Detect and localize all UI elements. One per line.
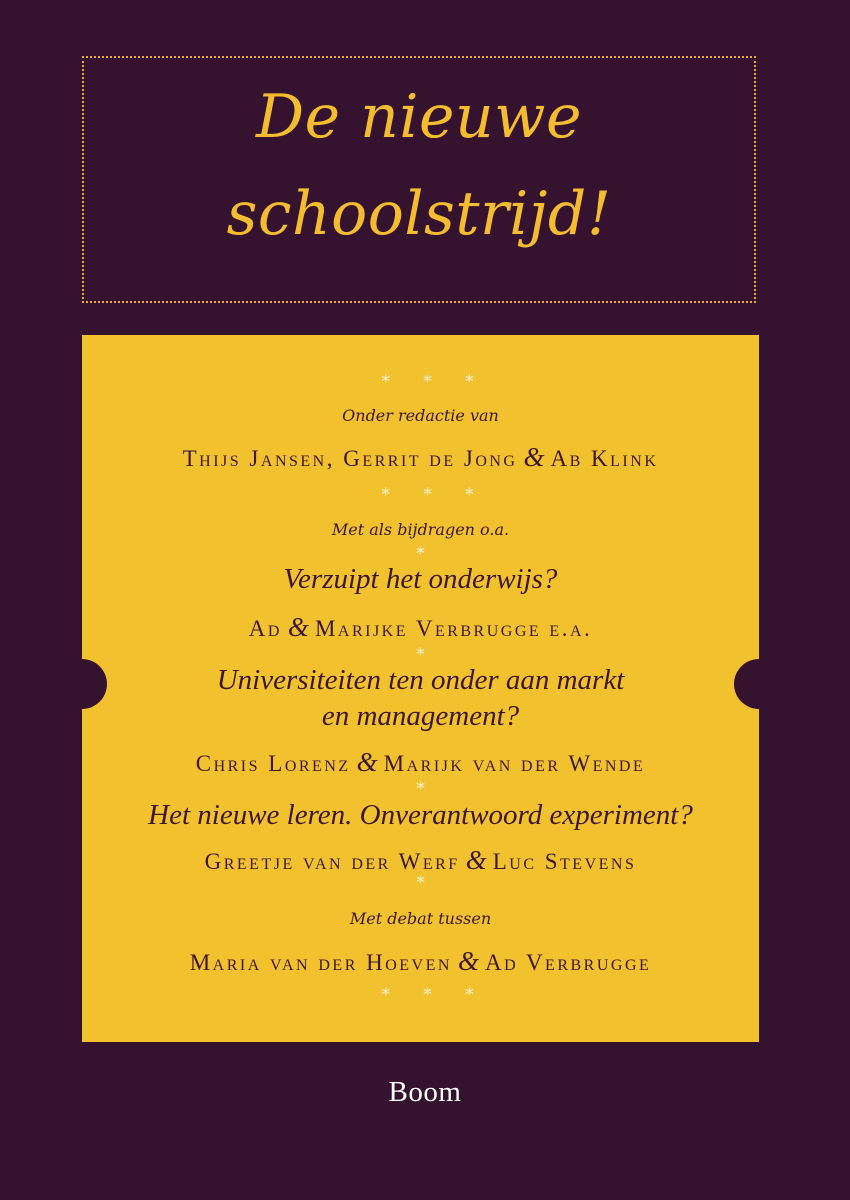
ampersand: & xyxy=(523,442,545,472)
essay-1-author-a: Ad xyxy=(248,616,282,641)
essay-2-title-line-2: en management? xyxy=(321,700,520,732)
essay-2-title-line-1: Universiteiten ten onder aan markt xyxy=(216,664,625,696)
contributions-label: Met als bijdragen o.a. xyxy=(331,520,510,539)
essay-3-author-a: Greetje van der Werf xyxy=(204,849,460,874)
title-line-1: De nieuwe xyxy=(255,82,583,152)
star-divider: * * * xyxy=(381,485,488,505)
essay-2-author-b: Marijk van der Wende xyxy=(383,751,646,776)
star-single: * xyxy=(416,779,425,799)
editors-names-b: Ab Klink xyxy=(550,446,659,471)
editors-names-a: Thijs Jansen, Gerrit de Jong xyxy=(182,446,518,471)
ampersand: & xyxy=(356,747,378,777)
star-divider: * * * xyxy=(381,372,488,392)
star-single: * xyxy=(416,873,425,893)
ampersand: & xyxy=(465,845,487,875)
essay-2-authors xyxy=(82,747,759,778)
star-single: * xyxy=(416,645,425,665)
debate-names xyxy=(82,946,759,977)
essay-1-title: Verzuipt het onderwijs? xyxy=(283,563,558,595)
editors-label: Onder redactie van xyxy=(342,406,499,425)
editors-names xyxy=(82,442,759,473)
title-box xyxy=(82,56,756,303)
essay-1-authors xyxy=(82,612,759,643)
essay-1-author-b: Marijke Verbrugge e.a. xyxy=(314,616,593,641)
debate-names-b: Ad Verbrugge xyxy=(484,950,652,975)
debate-names-a: Maria van der Hoeven xyxy=(189,950,452,975)
star-divider: * * * xyxy=(381,985,488,1005)
publisher-name: Boom xyxy=(388,1076,462,1108)
star-single: * xyxy=(416,544,425,564)
ampersand: & xyxy=(287,612,309,642)
essay-3-title: Het nieuwe leren. Onverantwoord experiment? xyxy=(148,799,693,831)
essay-3-authors xyxy=(82,845,759,876)
ampersand: & xyxy=(457,946,479,976)
essay-2-author-a: Chris Lorenz xyxy=(195,751,351,776)
title-line-2: schoolstrijd! xyxy=(226,179,612,249)
debate-label: Met debat tussen xyxy=(349,909,492,928)
essay-3-author-b: Luc Stevens xyxy=(492,849,637,874)
